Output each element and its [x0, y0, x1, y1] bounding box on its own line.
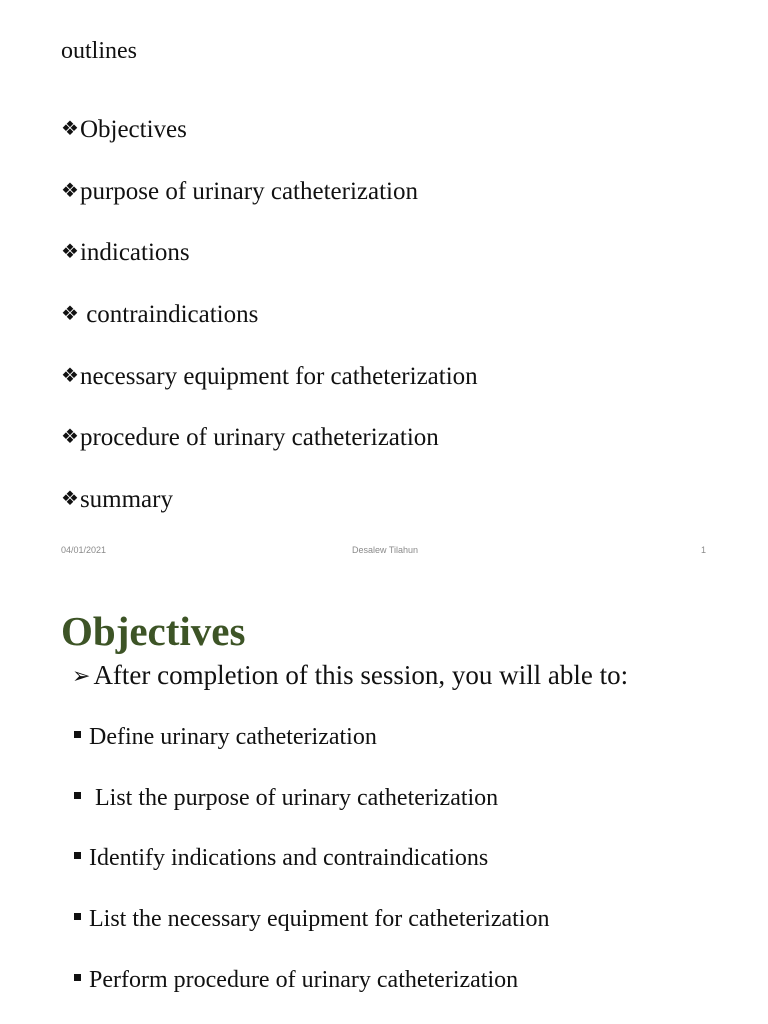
square-bullet-icon [74, 974, 81, 981]
square-bullet-icon [74, 792, 81, 799]
objective-item-label: Define urinary catheterization [89, 724, 377, 750]
outline-item [61, 483, 173, 515]
objective-item [74, 965, 518, 995]
outline-item [61, 113, 187, 145]
diamond-bullet-icon: ❖ [61, 363, 79, 387]
outline-item-label: indications [79, 239, 190, 266]
objective-item-label: Identify indications and contraindications [89, 845, 489, 871]
outline-item-label: procedure of urinary catheterization [79, 424, 439, 451]
objective-item-label: List the necessary equipment for catheterization [89, 906, 550, 932]
diamond-bullet-icon: ❖ [61, 239, 79, 263]
slide-title: Objectives [61, 608, 246, 654]
outline-item-label: necessary equipment for catheterization [79, 363, 478, 390]
outline-item-label: Objectives [79, 116, 187, 143]
diamond-bullet-icon: ❖ [61, 178, 79, 202]
objective-item [74, 843, 488, 873]
outline-item [61, 175, 418, 207]
diamond-bullet-icon: ❖ [61, 424, 79, 448]
objective-item [74, 722, 377, 752]
square-bullet-icon [74, 731, 81, 738]
objective-item [74, 904, 549, 934]
diamond-bullet-icon: ❖ [61, 116, 79, 140]
footer-author: Desalew Tilahun [352, 545, 419, 555]
slide-title: outlines [61, 38, 137, 64]
outline-item-label: purpose of urinary catheterization [79, 178, 418, 205]
outline-item [61, 236, 190, 268]
outline-item [61, 421, 439, 453]
objectives-lead [72, 658, 628, 694]
outline-item [61, 360, 478, 392]
square-bullet-icon [74, 852, 81, 859]
outline-item [61, 298, 258, 330]
objective-item-label: Perform procedure of urinary catheterization [89, 967, 519, 993]
arrow-bullet-icon: ➢ [72, 664, 91, 689]
diamond-bullet-icon: ❖ [61, 486, 79, 510]
outline-item-label: summary [79, 486, 173, 513]
objective-item-label: List the purpose of urinary catheterization [89, 785, 499, 811]
diamond-bullet-icon: ❖ [61, 301, 79, 325]
objectives-lead-text: After completion of this session, you will able to: [93, 660, 629, 690]
footer-date: 04/01/2021 [61, 545, 107, 555]
square-bullet-icon [74, 913, 81, 920]
outline-item-label: contraindications [79, 301, 259, 328]
footer-page-number: 1 [701, 545, 707, 555]
objective-item [74, 783, 498, 813]
